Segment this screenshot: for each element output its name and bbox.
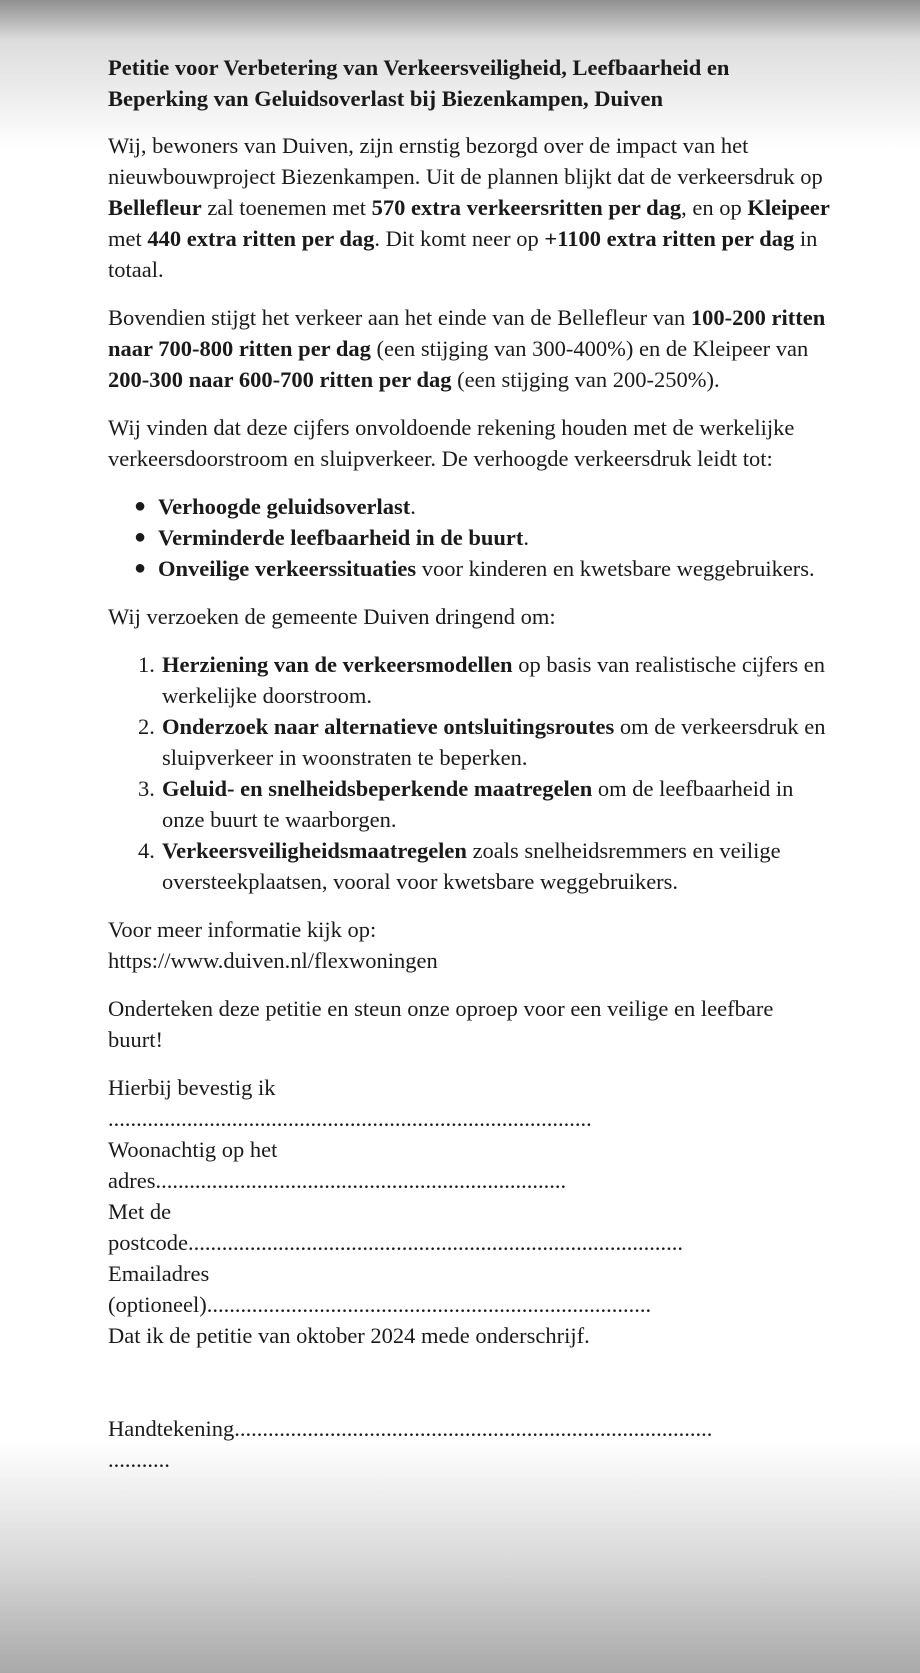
bullet-icon: ● [134, 526, 147, 548]
intro-bold: 570 extra verkeersritten per dag [371, 195, 682, 220]
effect-text: . [410, 494, 416, 519]
list-item [138, 773, 833, 835]
spacer [108, 1351, 833, 1413]
intro-bold: Kleipeer [747, 195, 830, 220]
effects-list [108, 491, 833, 584]
increase-paragraph [108, 302, 833, 395]
increase-text: (een stijging van 300-400%) en de Kleipeer van [370, 336, 809, 361]
intro-paragraph [108, 130, 833, 285]
request-text: om de leefbaarheid in onze buurt te waarborgen. [162, 776, 794, 832]
petition-title: Petitie voor Verbetering van Verkeersveiligheid, Leefbaarheid en Beperking van Geluidsoverlast bij Biezenkampen, Duiven [108, 55, 730, 111]
increase-text: (een stijging van 200-250%). [451, 367, 720, 392]
postcode-label: Met de [108, 1199, 172, 1224]
effect-text: voor kinderen en kwetsbare weggebruikers. [416, 556, 815, 581]
item-number: 4. [138, 838, 155, 863]
info-url: https://www.duiven.nl/flexwoningen [108, 948, 438, 973]
request-bold: Onderzoek naar alternatieve ontsluitingsroutes [162, 714, 615, 739]
intro-text: , en op [681, 195, 748, 220]
list-item [138, 649, 833, 711]
intro-text: . Dit komt neer op [374, 226, 545, 251]
item-number: 3. [138, 776, 155, 801]
address-label: Woonachtig op het [108, 1137, 278, 1162]
increase-bold: 200-300 naar 600-700 ritten per dag [108, 367, 452, 392]
request-text: om de verkeersdruk en sluipverkeer in woonstraten te beperken. [162, 714, 826, 770]
email-label: Emailadres [108, 1261, 210, 1286]
intro-text: met [108, 226, 148, 251]
list-item [134, 522, 833, 553]
item-number: 1. [138, 652, 155, 677]
request-bold: Geluid- en snelheidsbeperkende maatregelen [162, 776, 593, 801]
list-item [138, 711, 833, 773]
list-item [134, 491, 833, 522]
signature-form [108, 1072, 833, 1475]
list-item [138, 835, 833, 897]
effect-bold: Onveilige verkeerssituaties [158, 556, 417, 581]
effect-text: . [523, 525, 530, 550]
signature-field: Handtekening..................................................................................... [108, 1416, 713, 1441]
bullet-icon: ● [134, 557, 147, 579]
info-label: Voor meer informatie kijk op: [108, 917, 377, 942]
list-item [134, 553, 833, 584]
effect-bold: Verminderde leefbaarheid in de buurt [158, 525, 524, 550]
requests-list [108, 649, 833, 897]
intro-text: Wij, bewoners van Duiven, zijn ernstig bezorgd over de impact van het nieuwbouwproject Biezenkampen. Uit de plannen blijkt dat de verkeersdruk op [108, 133, 823, 189]
request-bold: Verkeersveiligheidsmaatregelen [162, 838, 467, 863]
intro-bold: +1100 extra ritten per dag [544, 226, 795, 251]
petition-document [108, 52, 833, 1475]
bullet-icon: ● [134, 495, 147, 517]
intro-text: zal toenemen met [201, 195, 372, 220]
concern-paragraph: Wij vinden dat deze cijfers onvoldoende rekening houden met de werkelijke verkeersdoorstroom en sluipverkeer. De verhoogde verkeersdruk leidt tot: [108, 415, 795, 471]
request-text: zoals snelheidsremmers en veilige oversteekplaatsen, vooral voor kwetsbare weggebruikers. [162, 838, 781, 894]
statement-text: Dat ik de petitie van oktober 2024 mede onderschrijf. [108, 1323, 590, 1348]
postcode-field: postcode........................................................................................ [108, 1230, 683, 1255]
increase-text: Bovendien stijgt het verkeer aan het einde van de Bellefleur van [108, 305, 691, 330]
item-number: 2. [138, 714, 155, 739]
intro-text: in totaal. [108, 226, 818, 282]
intro-bold: Bellefleur [108, 195, 202, 220]
intro-bold: 440 extra ritten per dag [147, 226, 375, 251]
increase-bold: 100-200 ritten naar 700-800 ritten per dag [108, 305, 826, 361]
email-field: (optioneel)............................................................................... [108, 1292, 652, 1317]
confirm-label: Hierbij bevestig ik [108, 1075, 276, 1100]
request-intro: Wij verzoeken de gemeente Duiven dringend om: [108, 604, 556, 629]
name-field: ...................................................................................... [108, 1106, 592, 1131]
info-paragraph [108, 914, 833, 976]
request-bold: Herziening van de verkeersmodellen [162, 652, 513, 677]
effect-bold: Verhoogde geluidsoverlast [158, 494, 411, 519]
address-field: adres......................................................................... [108, 1168, 567, 1193]
call-to-action: Onderteken deze petitie en steun onze oproep voor een veilige en leefbare buurt! [108, 996, 774, 1052]
request-text: op basis van realistische cijfers en werkelijke doorstroom. [162, 652, 825, 708]
signature-field-tail: ........... [108, 1447, 170, 1472]
